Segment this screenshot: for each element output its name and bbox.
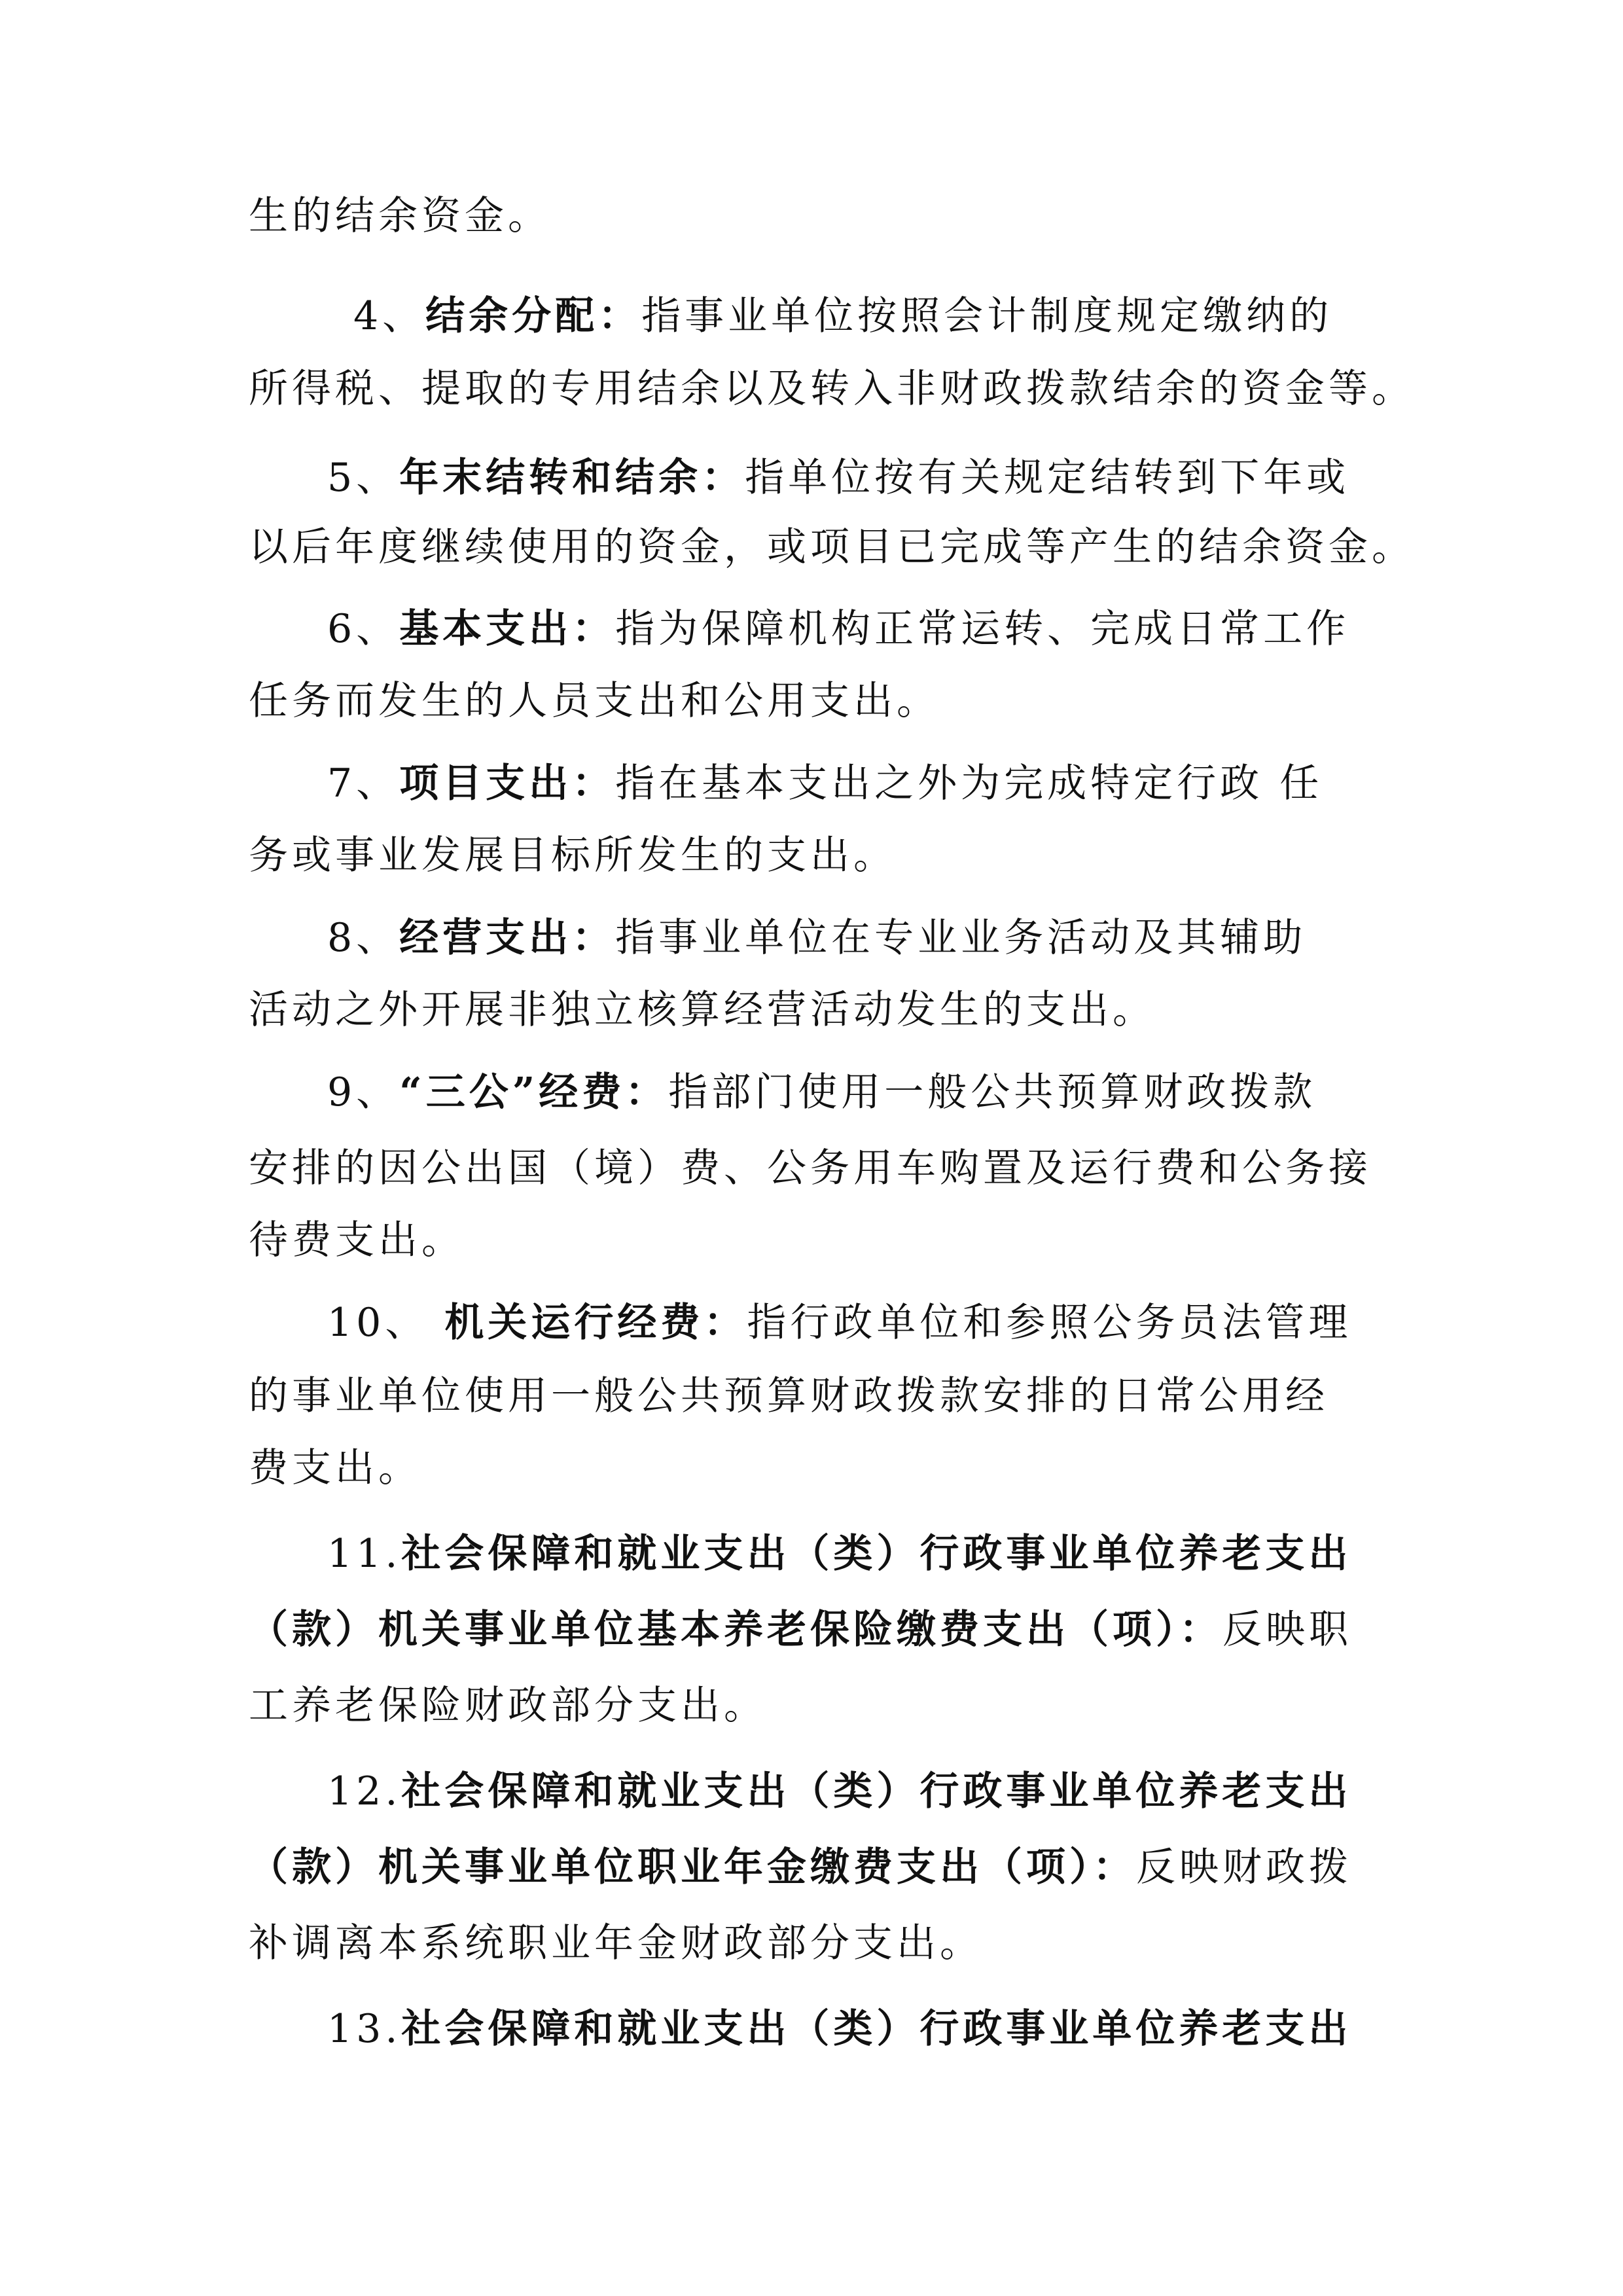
paragraph-8: 8、经营支出：指事业单位在专业业务活动及其辅助: [327, 915, 1307, 961]
paragraph-11: [327, 1528, 1351, 1580]
text-line: 务或事业发展目标所发生的支出。: [249, 833, 897, 878]
paragraph-7: 7、项目支出：指在基本支出之外为完成特定行政 任: [327, 761, 1323, 806]
text-line: 安排的因公出国（境）费、公务用车购置及运行费和公务接: [249, 1145, 1372, 1191]
paragraph-9: 9、“三公”经费：指部门使用一般公共预算财政拨款: [327, 1069, 1317, 1115]
text-line: （款）机关事业单位职业年金缴费支出（项）：反映财政拨: [249, 1844, 1352, 1890]
text-line: 活动之外开展非独立核算经营活动发生的支出。: [249, 987, 1156, 1033]
text-line: 以后年度继续使用的资金，或项目已完成等产生的结余资金。: [249, 524, 1415, 570]
text-line: 生的结余资金。: [249, 193, 551, 239]
term-heading: 年末结转和结余：: [399, 455, 745, 501]
term-heading: 社会保障和就业支出（类）行政事业单位养老支出: [401, 1531, 1352, 1577]
text-line: 工养老保险财政部分支出。: [249, 1683, 767, 1729]
term-heading: 机关运行经费：: [444, 1300, 747, 1346]
paragraph-4: 4、结余分配：指事业单位按照会计制度规定缴纳的: [353, 293, 1333, 339]
item-number: 9、: [327, 1069, 400, 1115]
text-line: 费支出。: [249, 1445, 421, 1491]
text-line: 任务而发生的人员支出和公用支出。: [249, 678, 940, 724]
text-line: 的事业单位使用一般公共预算财政拨款安排的日常公用经: [249, 1373, 1329, 1419]
term-heading: 基本支出：: [399, 606, 616, 652]
term-heading: 项目支出：: [399, 761, 616, 806]
paragraph-5: 5、年末结转和结余：指单位按有关规定结转到下年或: [327, 455, 1350, 501]
text-line: 所得税、提取的专用结余以及转入非财政拨款结余的资金等。: [249, 366, 1415, 412]
item-number: 7、: [327, 761, 400, 806]
item-number: 4、: [353, 293, 426, 339]
term-heading: 经营支出：: [399, 915, 616, 961]
paragraph-13: [327, 2003, 1351, 2055]
term-heading: 结余分配：: [425, 293, 642, 339]
item-number: 12.: [327, 1768, 402, 1814]
item-number: 11.: [327, 1531, 402, 1577]
item-number: 6、: [327, 606, 400, 652]
term-heading: 社会保障和就业支出（类）行政事业单位养老支出: [401, 1768, 1352, 1814]
paragraph-12: [327, 1765, 1351, 1818]
item-number: 10、: [327, 1300, 445, 1346]
item-number: 5、: [327, 455, 400, 501]
term-heading: （款）机关事业单位职业年金缴费支出（项）：: [249, 1844, 1136, 1890]
term-heading: （款）机关事业单位基本养老保险缴费支出（项）：: [249, 1607, 1222, 1653]
text-line: （款）机关事业单位基本养老保险缴费支出（项）：反映职: [249, 1607, 1352, 1653]
item-number: 8、: [327, 915, 400, 961]
text-line: 补调离本系统职业年金财政部分支出。: [249, 1920, 983, 1966]
term-heading: 社会保障和就业支出（类）行政事业单位养老支出: [401, 2006, 1352, 2052]
text-line: 待费支出。: [249, 1217, 465, 1263]
paragraph-10: 10、 机关运行经费：指行政单位和参照公务员法管理: [327, 1300, 1352, 1346]
paragraph-6: 6、基本支出：指为保障机构正常运转、完成日常工作: [327, 606, 1350, 652]
term-heading: “三公”经费：: [399, 1069, 669, 1115]
item-number: 13.: [327, 2006, 402, 2052]
